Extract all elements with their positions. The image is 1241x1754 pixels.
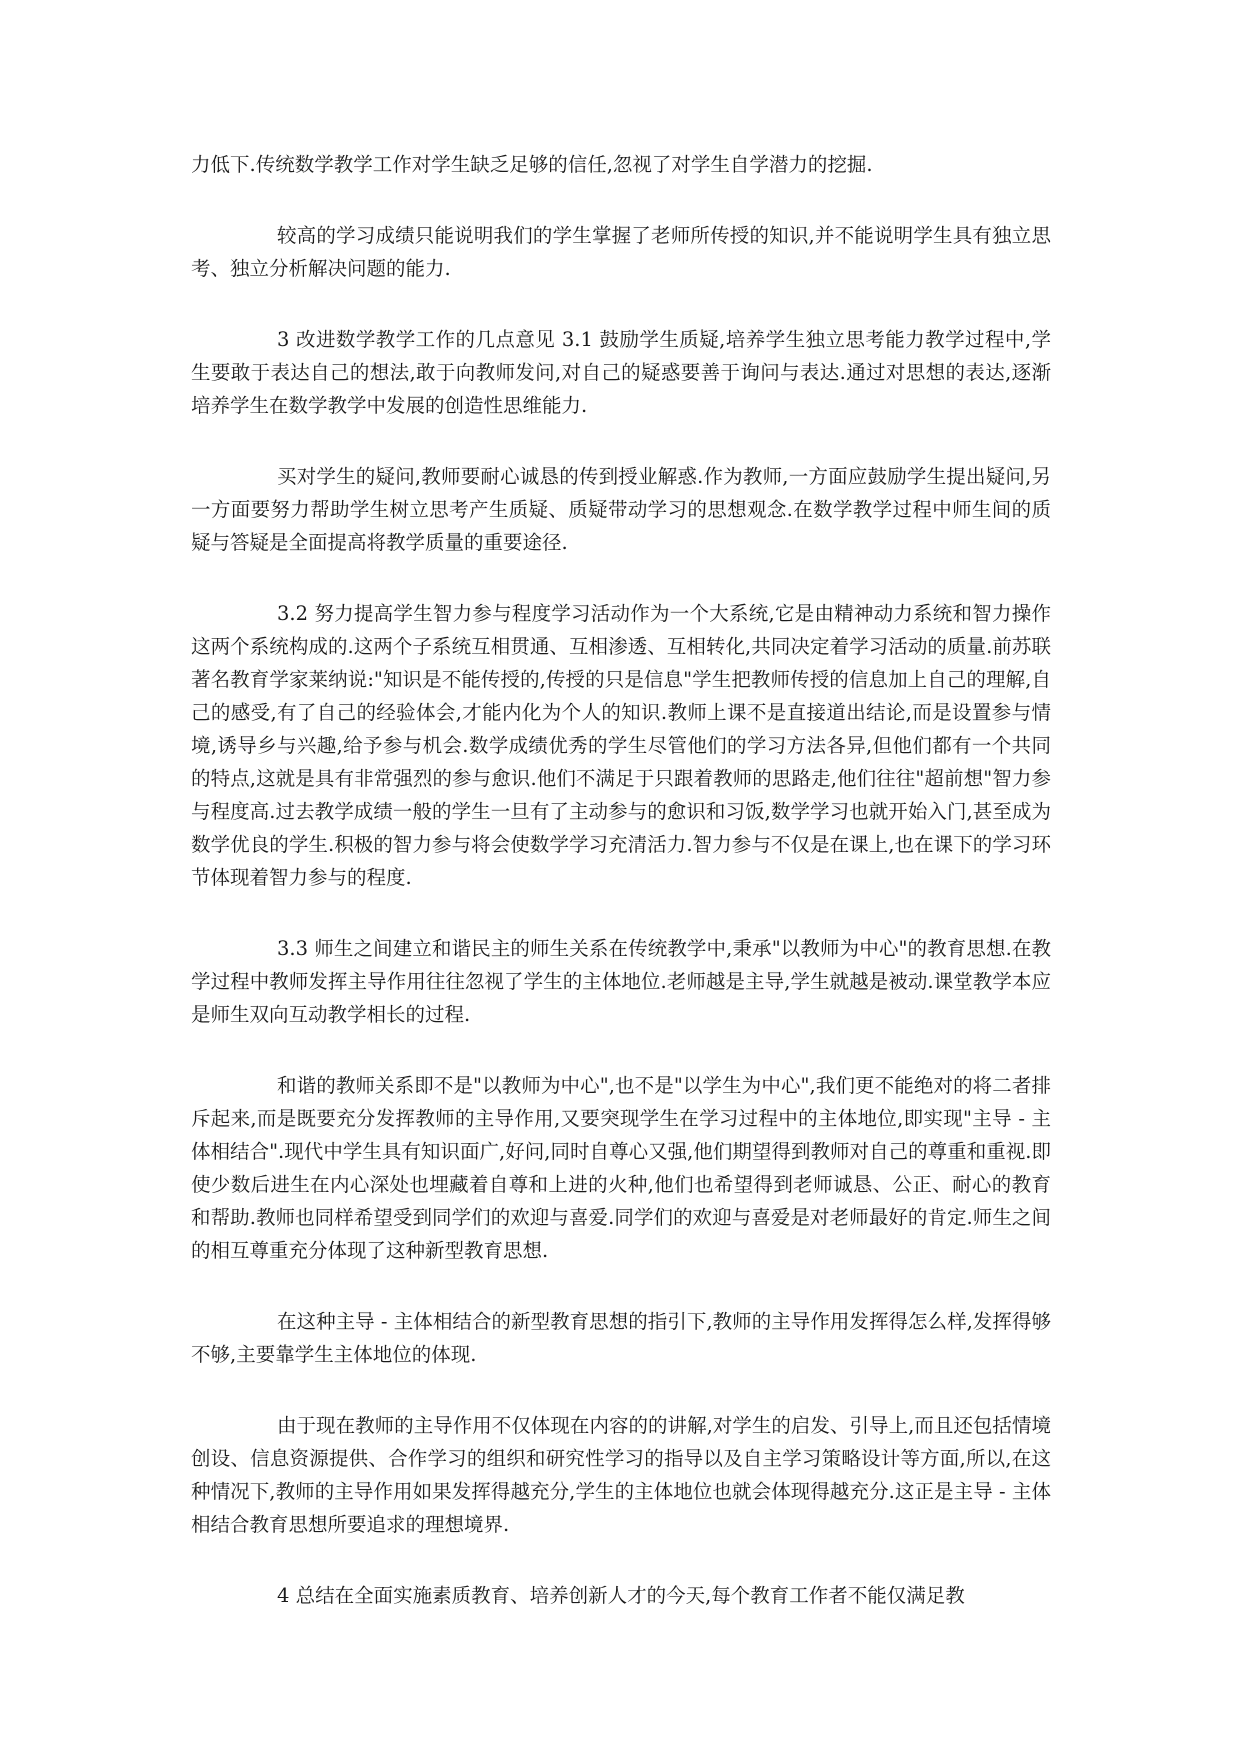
paragraph-harmonious-relationship: 和谐的教师关系即不是"以教师为中心",也不是"以学生为中心",我们更不能绝对的将二者排斥起来,而是既要充分发挥教师的主导作用,又要突现学生在学习过程中的主体地位,即实现"主导 - 主体相结合".现代中学生具有知识面广,好问,同时自尊心又强,他们期望得到教师对自己的尊重和重视.即使少数后进生在内心深处也埋藏着自尊和上进的火种,他们也希望得到老师诚恳、公正、耐心的教育和帮助.教师也同样希望受到同学们的欢迎与喜爱.同学们的欢迎与喜爱是对老师最好的肯定.师生之间的相互尊重充分体现了这种新型教育思想. [191, 1074, 1051, 1262]
paragraph-teacher-role: 由于现在教师的主导作用不仅体现在内容的的讲解,对学生的启发、引导上,而且还包括情境创设、信息资源提供、合作学习的组织和研究性学习的指导以及自主学习策略设计等方面,所以,在这种情况下,教师的主导作用如果发挥得越充分,学生的主体地位也就会体现得越充分.这正是主导 - 主体相结合教育思想所要追求的理想境界. [191, 1414, 1051, 1536]
paragraph-section-3-1: 3 改进数学教学工作的几点意见 3.1 鼓励学生质疑,培养学生独立思考能力教学过程中,学生要敢于表达自己的想法,敢于向教师发问,对自己的疑惑要善于询问与表达.通过对思想的表达,逐渐培养学生在数学教学中发展的创造性思维能力. [191, 328, 1051, 417]
paragraph-section-3-2: 3.2 努力提高学生智力参与程度学习活动作为一个大系统,它是由精神动力系统和智力操作这两个系统构成的.这两个子系统互相贯通、互相渗透、互相转化,共同决定着学习活动的质量.前苏联著名教育学家莱纳说:"知识是不能传授的,传授的只是信息"学生把教师传授的信息加上自己的理解,自己的感受,有了自己的经验体会,才能内化为个人的知识.教师上课不是直接道出结论,而是设置参与情境,诱导乡与兴趣,给予参与机会.数学成绩优秀的学生尽管他们的学习方法各异,但他们都有一个共同的特点,这就是具有非常强烈的参与愈识.他们不满足于只跟着教师的思路走,他们往往"超前想"智力参与程度高.过去教学成绩一般的学生一旦有了主动参与的愈识和习饭,数学学习也就开始入门,甚至成为数学优良的学生.积极的智力参与将会使数学学习充清活力.智力参与不仅是在课上,也在课下的学习环节体现着智力参与的程度. [191, 602, 1051, 889]
document-body [191, 148, 1051, 1650]
paragraph-section-3-3: 3.3 师生之间建立和谐民主的师生关系在传统教学中,秉承"以教师为中心"的教育思想.在教学过程中教师发挥主导作用往往忽视了学生的主体地位.老师越是主导,学生就越是被动.课堂教学本应是师生双向互动教学相长的过程. [191, 937, 1051, 1026]
paragraph-student-questions: 买对学生的疑问,教师要耐心诚恳的传到授业解惑.作为教师,一方面应鼓励学生提出疑问,另一方面要努力帮助学生树立思考产生质疑、质疑带动学习的思想观念.在数学教学过程中师生间的质疑与答疑是全面提高将教学质量的重要途径. [191, 465, 1051, 554]
paragraph-continuation: 力低下.传统数学教学工作对学生缺乏足够的信任,忽视了对学生自学潜力的挖掘. [191, 153, 873, 176]
paragraph-section-4-summary: 4 总结在全面实施素质教育、培养创新人才的今天,每个教育工作者不能仅满足教 [277, 1584, 965, 1607]
paragraph-learning-results: 较高的学习成绩只能说明我们的学生掌握了老师所传授的知识,并不能说明学生具有独立思考、独立分析解决问题的能力. [191, 224, 1051, 280]
paragraph-leading-role: 在这种主导 - 主体相结合的新型教育思想的指引下,教师的主导作用发挥得怎么样,发挥得够不够,主要靠学生主体地位的体现. [191, 1310, 1051, 1366]
